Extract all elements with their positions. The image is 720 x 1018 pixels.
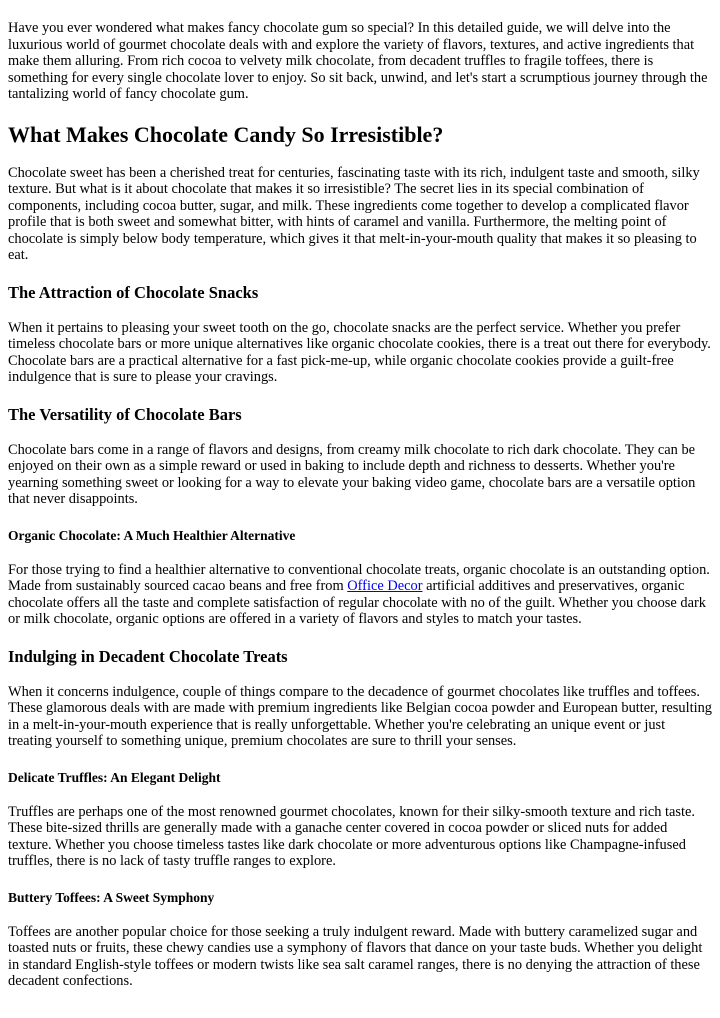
paragraph-decadent: When it concerns indulgence, couple of things compare to the decadence of gourmet chocolates like truffles and toffees. These glamorous deals with are made with premium ingredients like Belgian cocoa powder and European butter, resulting in a melt-in-your-mouth experience that is really unforgettable. Whether you're celebrating an unique event or just treating yourself to something unique, premium chocolates are sure to thrill your senses.: [8, 683, 712, 749]
heading-organic: Organic Chocolate: A Much Healthier Alternative: [8, 527, 296, 543]
heading-snacks: The Attraction of Chocolate Snacks: [8, 282, 259, 302]
heading-truffles: Delicate Truffles: An Elegant Delight: [8, 769, 221, 785]
heading-bars: The Versatility of Chocolate Bars: [8, 404, 242, 424]
paragraph-irresistible: Chocolate sweet has been a cherished treat for centuries, fascinating taste with its rich, indulgent taste and smooth, silky texture. But what is it about chocolate that makes it so irresistible? The secret lies in its special combination of components, including cocoa butter, sugar, and milk. These ingredients come together to develop a complicated flavor profile that is both sweet and somewhat bitter, with hints of caramel and vanilla. Furthermore, the melting point of chocolate is simply below body temperature, which gives it that melt-in-your-mouth quality that makes it so pleasing to eat.: [8, 164, 700, 263]
paragraph-toffees: Toffees are another popular choice for those seeking a truly indulgent reward. Made with buttery caramelized sugar and toasted nuts or fruits, these chewy candies use a symphony of flavors that dance on your taste buds. Whether you delight in standard English-style toffees or modern twists like sea salt caramel ranges, there is no denying the attraction of these decadent confections.: [8, 923, 703, 989]
heading-decadent: Indulging in Decadent Chocolate Treats: [8, 646, 288, 666]
heading-toffees: Buttery Toffees: A Sweet Symphony: [8, 889, 215, 905]
intro-paragraph: Have you ever wondered what makes fancy chocolate gum so special? In this detailed guide, we will delve into the luxurious world of gourmet chocolate deals with and explore the variety of flavors, textures, and active ingredients that make them alluring. From rich cocoa to velvety milk chocolate, from decadent truffles to fragile toffees, there is something for every single chocolate lover to enjoy. So sit back, unwind, and let's start a scrumptious journey through the tantalizing world of fancy chocolate gum.: [8, 20, 708, 102]
paragraph-bars: Chocolate bars come in a range of flavors and designs, from creamy milk chocolate to rich dark chocolate. They can be enjoyed on their own as a simple reward or used in baking to include depth and richness to desserts. Whether you're yearning something sweet or looking for a way to elevate your baking video game, chocolate bars are a versatile option that never disappoints.: [8, 441, 696, 507]
heading-irresistible: What Makes Chocolate Candy So Irresistible?: [8, 121, 444, 147]
office-decor-link[interactable]: Office Decor: [347, 578, 423, 594]
organic-text-after-link: artificial additives and preservatives, organic chocolate offers all the taste and complete satisfaction of regular chocolate with no of the guilt. Whether you choose dark or milk chocolate, organic options are offered in a variety of flavors and styles to match your tastes.: [8, 578, 706, 627]
paragraph-snacks: When it pertains to pleasing your sweet tooth on the go, chocolate snacks are the perfect service. Whether you prefer timeless chocolate bars or more unique alternatives like organic chocolate cookies, there is a treat out there for everybody. Chocolate bars are a practical alternative for a fast pick-me-up, while organic chocolate cookies provide a guilt-free indulgence that is sure to please your cravings.: [8, 319, 711, 385]
paragraph-truffles: Truffles are perhaps one of the most renowned gourmet chocolates, known for their silky-smooth texture and rich taste. These bite-sized thrills are generally made with a ganache center covered in cocoa powder or sliced nuts for added texture. Whether you choose timeless tastes like dark chocolate or more adventurous options like Champagne-infused truffles, there is no lack of tasty truffle ranges to explore.: [8, 803, 695, 869]
organic-text-before-link: For those trying to find a healthier alternative to conventional chocolate treats, organic chocolate is an outstanding option. Made from sustainably sourced cacao beans and free from: [8, 561, 710, 594]
paragraph-organic: [8, 562, 712, 628]
